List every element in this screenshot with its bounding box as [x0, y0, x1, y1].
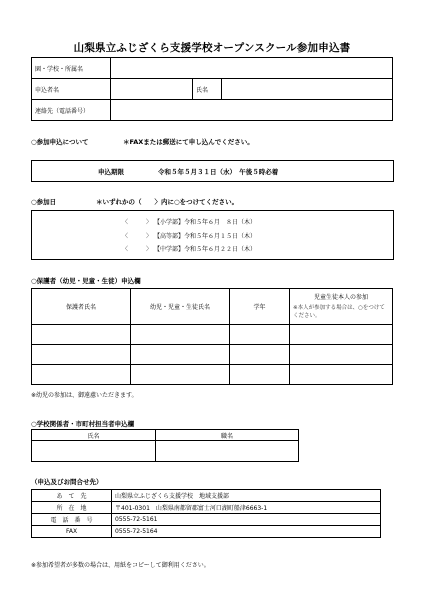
grade-cell[interactable] [230, 325, 290, 345]
date-text: 【小学部】令和５年６月 ８日（木） [153, 219, 256, 226]
date-bracket[interactable]: 〈 〉 [122, 233, 153, 240]
col-guardian-name: 保護者氏名 [32, 289, 131, 325]
col-staff-title: 職名 [156, 430, 299, 441]
col-staff-name: 氏名 [32, 430, 156, 441]
staff-name-cell[interactable] [32, 441, 156, 462]
contact-row-label: FAX [32, 526, 112, 538]
date-bracket[interactable]: 〈 〉 [122, 246, 153, 253]
shimei-input[interactable] [222, 79, 393, 100]
about-heading: ○参加申込について [31, 138, 89, 146]
col-grade: 学年 [230, 289, 290, 325]
date-text: 【中学部】令和５年６月２２日（木） [153, 246, 256, 253]
applicant-name-input[interactable] [111, 79, 193, 100]
contact-table [31, 489, 381, 538]
guardian-cell[interactable] [32, 345, 131, 365]
deadline-label: 申込期限 [98, 168, 124, 176]
participation-cell[interactable] [290, 345, 393, 365]
contact-row-value: 0555-72-5161 [112, 514, 381, 526]
staff-table [31, 429, 299, 462]
contact-row-label: 所 在 地 [32, 502, 112, 514]
contact-row-value: 山梨県立ふじざくら支援学校 地域支援部 [112, 490, 381, 502]
child-cell[interactable] [131, 325, 230, 345]
page-title: 山梨県立ふじざくら支援学校オープンスクール参加申込書 [73, 42, 351, 54]
dates-box [31, 210, 394, 260]
guardian-table [31, 288, 393, 385]
deadline-box [31, 160, 394, 182]
participation-cell[interactable] [290, 365, 393, 385]
participation-cell[interactable] [290, 325, 393, 345]
deadline-value: 令和５年５月３１日（水） 午後５時必着 [158, 168, 279, 176]
date-option-0[interactable] [122, 217, 256, 226]
school-input[interactable] [111, 58, 393, 79]
contact-label: 連絡先（電話番号） [32, 100, 111, 121]
guardian-footnote: ※幼児の参加は、御遠慮いただきます。 [31, 392, 138, 399]
applicant-table [31, 57, 393, 121]
shimei-label: 氏名 [193, 79, 222, 100]
child-cell[interactable] [131, 365, 230, 385]
dates-instruction: ＊いずれかの（ 〉内に○をつけてください。 [96, 198, 239, 206]
date-option-1[interactable] [122, 231, 256, 240]
school-label: 園・学校・所属名 [32, 58, 111, 79]
col-child-name: 幼児・児童・生徒氏名 [131, 289, 230, 325]
staff-heading: ○学校関係者・市町村担当者申込欄 [31, 420, 135, 428]
contact-heading: （申込及びお問合せ先） [31, 478, 103, 486]
contact-footnote: ※参加希望者が多数の場合は、用紙をコピーして御利用ください。 [31, 562, 210, 569]
contact-row-value: 〒401-0301 山梨県南都留郡富士河口湖町船津6663-1 [112, 502, 381, 514]
staff-title-cell[interactable] [156, 441, 299, 462]
col-participation [290, 289, 393, 325]
date-text: 【高等部】令和５年６月１５日（木） [153, 233, 256, 240]
applicant-name-label: 申込者名 [32, 79, 111, 100]
grade-cell[interactable] [230, 345, 290, 365]
guardian-cell[interactable] [32, 365, 131, 385]
dates-heading: ○参加日 [31, 198, 57, 206]
contact-row-value: 0555-72-5164 [112, 526, 381, 538]
contact-row-label: 電 話 番 号 [32, 514, 112, 526]
contact-input[interactable] [111, 100, 393, 121]
date-option-2[interactable] [122, 244, 256, 253]
guardian-cell[interactable] [32, 325, 131, 345]
guardian-heading: ○保護者（幼児・児童・生徒）申込欄 [31, 277, 141, 285]
col-participation-title: 児童生徒本人の参加 [313, 294, 368, 301]
child-cell[interactable] [131, 345, 230, 365]
col-participation-note: ※本人が参加する場合は、○をつけてください。 [293, 305, 385, 319]
grade-cell[interactable] [230, 365, 290, 385]
about-note: ＊FAXまたは郵送にて申し込んでください。 [123, 138, 254, 146]
contact-row-label: あ て 先 [32, 490, 112, 502]
date-bracket[interactable]: 〈 〉 [122, 219, 153, 226]
